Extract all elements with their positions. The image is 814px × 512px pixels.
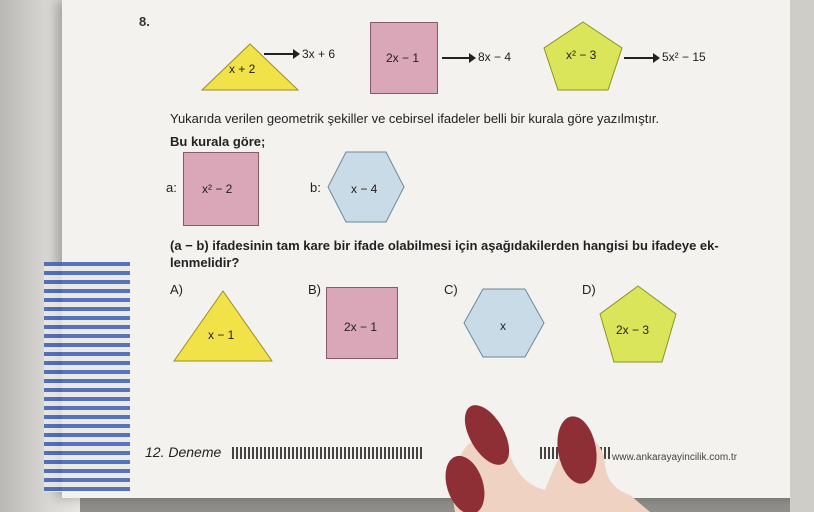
option-c-letter[interactable]: C) [444, 282, 458, 297]
given-a-expr: x² − 2 [202, 182, 233, 196]
option-c-expr: x [500, 319, 506, 333]
rule-triangle-output: 3x + 6 [302, 47, 336, 61]
rule-triangle-arrow [264, 53, 294, 55]
question-number: 8. [139, 14, 150, 29]
exam-label: 12. Deneme [145, 444, 222, 460]
website-label: www.ankarayayincilik.com.tr [612, 452, 738, 463]
question-prompt: Bu kurala göre; [170, 134, 266, 149]
rule-pentagon-arrow [624, 57, 654, 59]
option-d-letter[interactable]: D) [582, 282, 596, 297]
option-d-expr: 2x − 3 [616, 323, 650, 337]
option-a-triangle [172, 289, 274, 363]
rule-pentagon-output: 5x² − 15 [662, 50, 706, 64]
question-line-1: (a − b) ifadesinin tam kare bir ifade olabilmesi için aşağıdakilerden hangisi bu ifadeye ek- [170, 238, 719, 253]
rule-square-output: 8x − 4 [478, 50, 512, 64]
question-statement: Yukarıda verilen geometrik şekiller ve cebirsel ifadeler belli bir kurala göre yazılmıştır. [170, 111, 660, 126]
rule-square-input: 2x − 1 [386, 51, 420, 65]
rule-square-arrow [442, 57, 470, 59]
rule-pentagon-input: x² − 3 [566, 48, 597, 62]
spiral-binding [44, 262, 130, 492]
hand [415, 395, 650, 512]
footer-barcode-left [232, 447, 422, 459]
option-b-expr: 2x − 1 [344, 320, 378, 334]
given-b-label: b: [310, 180, 321, 195]
option-a-letter[interactable]: A) [170, 282, 183, 297]
given-b-expr: x − 4 [351, 182, 378, 196]
option-a-expr: x − 1 [208, 328, 235, 342]
rule-triangle-input: x + 2 [229, 62, 256, 76]
table-edge [790, 0, 814, 512]
option-b-letter[interactable]: B) [308, 282, 321, 297]
question-line-2: lenmelidir? [170, 255, 240, 270]
given-a-label: a: [166, 180, 177, 195]
